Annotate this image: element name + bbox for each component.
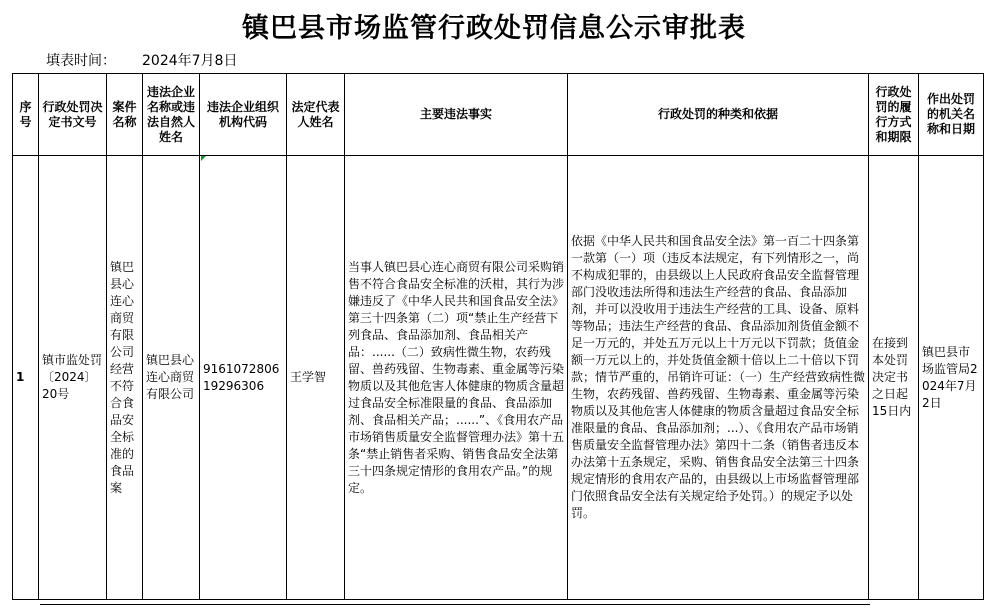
cell-decision-no: 镇市监处罚〔2024〕20号 (39, 156, 107, 600)
header-facts: 主要违法事实 (345, 74, 568, 156)
header-org-code: 违法企业组织机构代码 (200, 74, 287, 156)
header-party-name: 违法企业名称或违法自然人姓名 (143, 74, 200, 156)
header-decision-no: 行政处罚决定书文号 (39, 74, 107, 156)
fill-date-label: 填表时间： (46, 53, 116, 69)
table-row (13, 156, 984, 600)
fill-date (46, 50, 237, 70)
page-title: 镇巴县市场监管行政处罚信息公示审批表 (242, 13, 746, 44)
cell-case-name: 镇巴县心连心商贸有限公司经营不符合食品安全标准的食品案 (107, 156, 143, 600)
header-penalty: 行政处罚的种类和依据 (568, 74, 869, 156)
header-execution: 行政处罚的履行方式和期限 (869, 74, 919, 156)
table-header-row (13, 74, 984, 156)
header-case-name: 案件名称 (107, 74, 143, 156)
penalty-table (12, 73, 984, 600)
header-legal-rep: 法定代表人姓名 (287, 74, 345, 156)
header-index: 序号 (13, 74, 39, 156)
cell-facts: 当事人镇巴县心连心商贸有限公司采购销售不符合食品安全标准的沃柑，其行为涉嫌违反了《中华人民共和国食品安全法》第三十四条第（二）项“禁止生产经营下列食品、食品添加剂、食品相关产品：......（二）致病性微生物，农药残留、兽药残留、生物毒素、重金属等污染物质以及其他危害人体健康的物质含量超过食品安全标准限量的食品、食品添加剂、食品相关产品；......”、《食用农产品市场销售质量安全监督管理办法》第十五条“禁止销售者采购、销售食品安全法第三十四条规定情形的食用农产品。”的规定。 (345, 156, 568, 600)
bottom-border-line (40, 604, 870, 605)
cell-comment-marker (201, 156, 206, 161)
cell-penalty: 依据《中华人民共和国食品安全法》第一百二十四条第一款第（一）项（违反本法规定，有下列情形之一，尚不构成犯罪的，由县级以上人民政府食品安全监督管理部门没收违法所得和违法生产经营的食品、食品添加剂，并可以没收用于违法生产经营的工具、设备、原料等物品；违法生产经营的食品、食品添加剂货值金额不足一万元的，并处五万元以上十万元以下罚款；货值金额一万元以上的，并处货值金额十倍以上二十倍以下罚款；情节严重的，吊销许可证：（一）生产经营致病性微生物，农药残留、兽药残留、生物毒素、重金属等污染物质以及其他危害人体健康的物质含量超过食品安全标准限量的食品、食品添加剂；...）、《食用农产品市场销售质量安全监督管理办法》第四十二条（销售者违反本办法第十五条规定，采购、销售食品安全法第三十四条规定情形的食用农产品的，由县级以上市场监督管理部门依照食品安全法有关规定给予处罚。）的规定予以处罚。 (568, 156, 869, 600)
cell-party-name: 镇巴县心连心商贸有限公司 (143, 156, 200, 600)
header-authority: 作出处罚的机关名称和日期 (919, 74, 984, 156)
cell-org-code: 916107280619296306 (200, 156, 287, 600)
cell-execution: 在接到本处罚决定书之日起15日内 (869, 156, 919, 600)
cell-index: 1 (13, 156, 39, 600)
fill-date-value: 2024年7月8日 (142, 53, 238, 69)
cell-legal-rep: 王学智 (287, 156, 345, 600)
cell-authority: 镇巴县市场监管局2024年7月2日 (919, 156, 984, 600)
